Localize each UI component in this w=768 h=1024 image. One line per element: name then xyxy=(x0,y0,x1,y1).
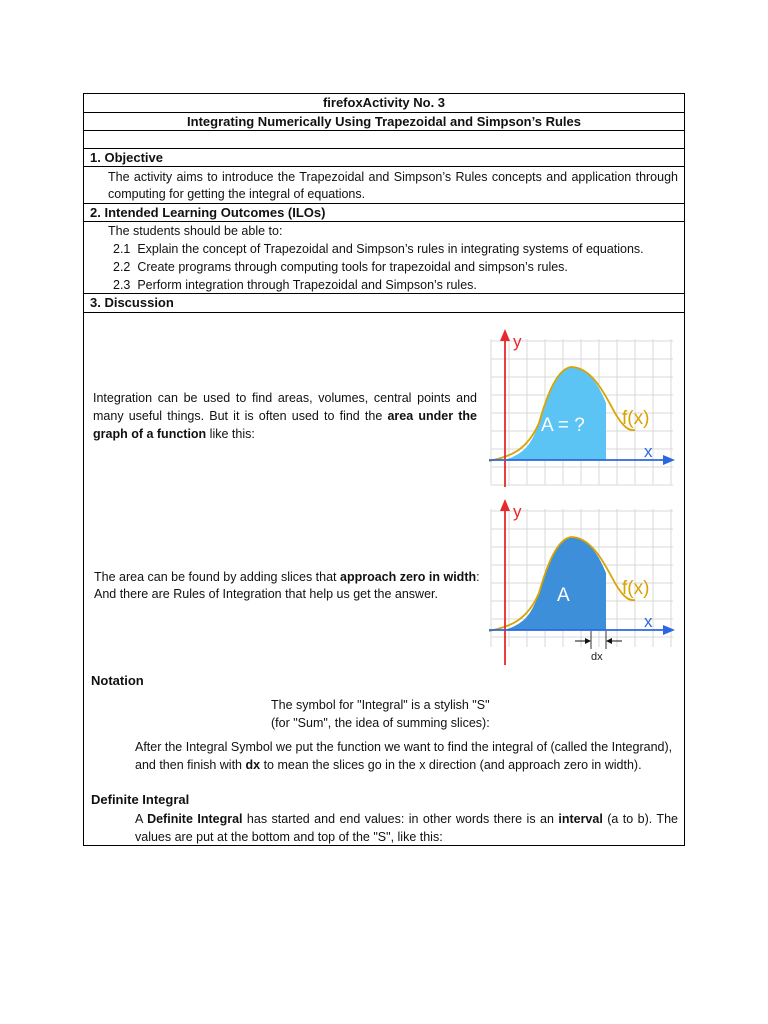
x-axis-label: x xyxy=(644,442,653,461)
ilo-text: Create programs through computing tools for trapezoidal and simpson’s rules. xyxy=(137,260,568,274)
ilo-item xyxy=(113,259,568,276)
y-axis-arrow-icon xyxy=(500,329,510,341)
function-label: f(x) xyxy=(622,578,650,599)
ilo-text: Perform integration through Trapezoidal and Simpson’s rules. xyxy=(137,278,477,292)
notation-symbol-text: The symbol for "Integral" is a stylish "S" (for "Sum", the idea of summing slices): xyxy=(271,698,490,730)
interval-emphasis: interval xyxy=(558,812,603,826)
ilos-body xyxy=(84,222,684,294)
area-label: A xyxy=(557,585,570,606)
y-axis-label: y xyxy=(513,332,522,351)
area-emphasis: area under the graph of a function xyxy=(93,409,478,441)
notation-heading: Notation xyxy=(91,673,144,688)
ilo-text: Explain the concept of Trapezoidal and Simpson’s rules in integrating systems of equations. xyxy=(137,242,644,256)
ilo-number: 2.1 xyxy=(113,242,131,256)
activity-subtitle: Integrating Numerically Using Trapezoidal and Simpson’s Rules xyxy=(84,113,684,131)
x-axis-arrow-icon xyxy=(663,455,675,465)
ilo-item xyxy=(113,241,644,258)
ilo-item xyxy=(113,277,477,294)
definite-integral-paragraph: A Definite Integral has started and end values: in other words there is an interval (a to b). The values are put at the bottom and top of the "S", like this: xyxy=(135,812,678,844)
objective-heading: 1. Objective xyxy=(84,149,684,167)
activity-title: firefoxActivity No. 3 xyxy=(84,94,684,113)
discussion-body xyxy=(84,313,684,845)
y-axis-arrow-icon xyxy=(500,499,510,511)
objective-body xyxy=(84,167,684,204)
x-axis-label: x xyxy=(644,612,653,631)
activity-sheet xyxy=(83,93,685,846)
area-label: A = ? xyxy=(541,415,585,436)
dx-left-arrowhead-icon xyxy=(585,638,591,644)
discussion-heading: 3. Discussion xyxy=(84,294,684,313)
area-graph xyxy=(487,327,677,487)
ilos-heading: 2. Intended Learning Outcomes (ILOs) xyxy=(84,204,684,222)
definite-integral-heading: Definite Integral xyxy=(91,792,190,807)
ilo-number: 2.2 xyxy=(113,260,131,274)
ilos-intro: The students should be able to: xyxy=(108,224,283,238)
objective-text: The activity aims to introduce the Trapezoidal and Simpson’s Rules concepts and application through computing for getting the integral of equations. xyxy=(108,170,678,201)
definite-integral-emphasis: Definite Integral xyxy=(147,812,243,826)
blank-row xyxy=(84,131,684,149)
slices-emphasis: approach zero in width xyxy=(340,570,477,584)
dx-label: dx xyxy=(591,651,603,663)
slices-paragraph: The area can be found by adding slices that approach zero in width: And there are Rules of Integration that help us get the answer. xyxy=(94,570,480,601)
slice-graph xyxy=(487,497,677,667)
x-axis-arrow-icon xyxy=(663,625,675,635)
area-paragraph: Integration can be used to find areas, volumes, central points and many useful things. But it is often used to find the area under the graph of a function like this: xyxy=(93,391,478,441)
function-label: f(x) xyxy=(622,408,650,429)
dx-emphasis: dx xyxy=(245,758,261,772)
y-axis-label: y xyxy=(513,502,522,521)
ilo-number: 2.3 xyxy=(113,278,131,292)
notation-paragraph: After the Integral Symbol we put the function we want to find the integral of (called the Integrand), and then finish with dx to mean the slices go in the x direction (and approach zero in width). xyxy=(135,740,673,772)
dx-right-arrowhead-icon xyxy=(606,638,612,644)
